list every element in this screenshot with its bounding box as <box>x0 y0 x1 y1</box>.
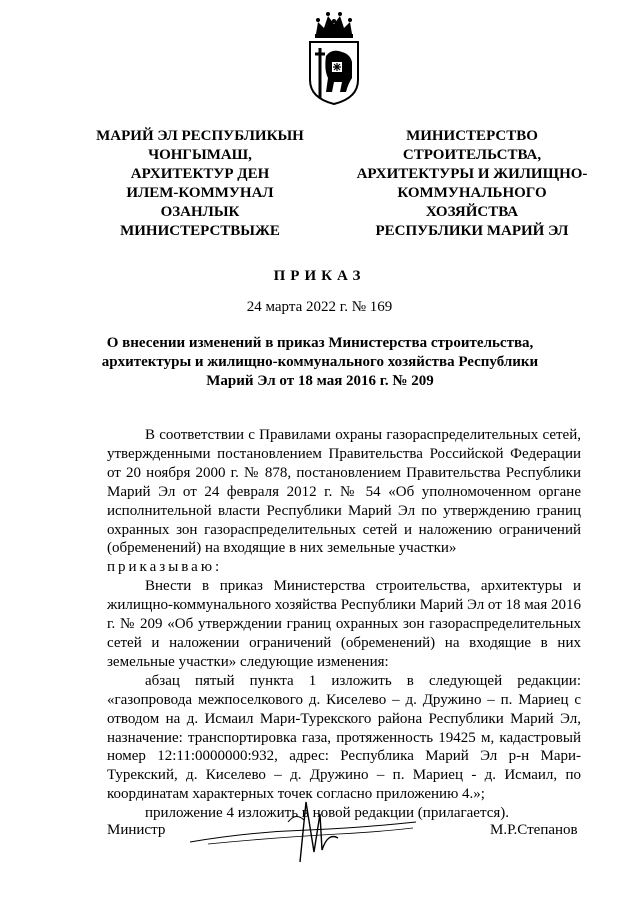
header-right-line: РЕСПУБЛИКИ МАРИЙ ЭЛ <box>375 223 569 239</box>
header-left-line: АРХИТЕКТУР ДЕН <box>130 166 270 182</box>
body-paragraph: Внести в приказ Министерства строительства, архитектуры и жилищно-коммунального хозяйства Республики Марий Эл от 18 мая 2016 г. № 209 «Об утверждении границ охранных зон газораспределительных сетей и наложении ограничений (обременений) на входящие в них земельные участки» следующие изменения: <box>107 578 581 670</box>
header-left-line: МИНИСТЕРСТВЫЖЕ <box>120 223 280 239</box>
header-right-line: ХОЗЯЙСТВА <box>425 204 519 220</box>
header-left-line: ИЛЕМ-КОММУНАЛ <box>126 185 274 201</box>
body-paragraph: абзац пятый пункта 1 изложить в следующей редакции: «газопровода межпоселкового д. Киселево – д. Дружино – п. Мариец с отводом на д. Исмаил Мари-Турекского района Республики Марий Эл, назначение: транспортировка газа, протяженность 19425 м, кадастровый номер 12:11:0000000:932, адрес: Республика Марий Эл р-н Мари-Турекский, д. Киселево – д. Дружино – п. Мариец - д. Исмаил, по координатам характерных точек согласно приложению 4.»; <box>107 672 581 803</box>
subject-line: Марий Эл от 18 мая 2016 г. № 209 <box>206 373 434 389</box>
header-left-line: ЧОНГЫМАШ, <box>148 147 252 163</box>
header-right-line: МИНИСТЕРСТВО <box>406 128 538 144</box>
ministry-name-mari <box>78 127 322 241</box>
ministry-name-russian <box>332 127 612 241</box>
document-title: ПРИКАЗ <box>273 268 366 284</box>
body-paragraph: В соответствии с Правилами охраны газораспределительных сетей, утвержденными постановлением Правительства Российской Федерации от 20 ноября 2000 г. № 878, постановлением Правительства Республики Марий Эл от 24 февраля 2012 г. № 54 «Об уполномоченном органе исполнительной власти Республики Марий Эл по утверждению границ охранных зон газораспределительных сетей и наложению ограничений (обременений) на входящие в них земельные участки» <box>107 427 581 557</box>
handwritten-signature <box>188 792 418 867</box>
subject-line: архитектуры и жилищно-коммунального хозяйства Республики <box>101 354 539 370</box>
order-word-text: приказываю: <box>107 559 223 576</box>
signatory-position: Министр <box>107 822 166 838</box>
subject-line: О внесении изменений в приказ Министерства строительства, <box>106 335 534 351</box>
header-right-line: СТРОИТЕЛЬСТВА, <box>402 147 542 163</box>
document-date-number: 24 марта 2022 г. № 169 <box>246 299 393 315</box>
coat-of-arms-icon <box>302 8 366 108</box>
body-paragraph: приложение 4 изложить в новой редакции (прилагается). <box>145 805 509 822</box>
document-body <box>107 426 581 823</box>
header-right-line: АРХИТЕКТУРЫ И ЖИЛИЩНО- <box>356 166 588 182</box>
header-left-line: МАРИЙ ЭЛ РЕСПУБЛИКЫН <box>96 128 304 144</box>
header-left-line: ОЗАНЛЫК <box>160 204 240 220</box>
document-subject <box>60 334 580 391</box>
order-word <box>107 558 581 577</box>
signatory-name: М.Р.Степанов <box>490 822 578 838</box>
header-right-line: КОММУНАЛЬНОГО <box>397 185 547 201</box>
